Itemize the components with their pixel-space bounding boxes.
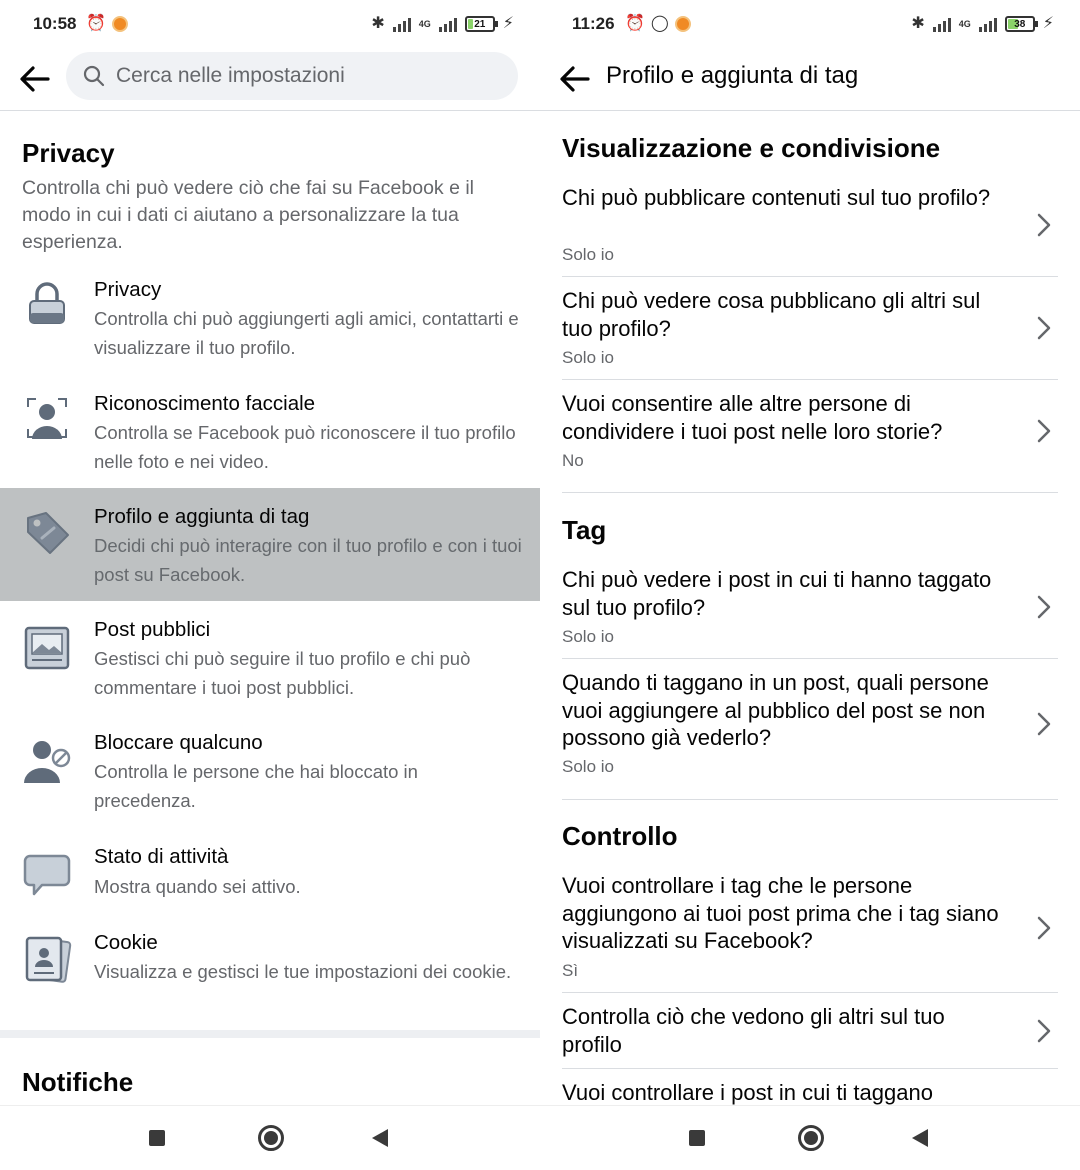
section-title-viewing: Visualizzazione e condivisione: [562, 133, 941, 163]
recent-apps-button[interactable]: [149, 1130, 165, 1146]
page-title: Profilo e aggiunta di tag: [606, 62, 859, 89]
chevron-right-icon: [1036, 1018, 1052, 1044]
signal-icon: [933, 16, 951, 32]
menu-item-face-recognition[interactable]: [0, 375, 540, 488]
chat-bubble-icon: [22, 850, 72, 900]
setting-question: Chi può vedere i post in cui ti hanno taggato sul tuo profilo?: [562, 567, 992, 620]
battery-level: 38: [1014, 18, 1026, 30]
charging-icon: ⚡: [502, 15, 514, 32]
status-time: 11:26: [572, 14, 615, 33]
search-input[interactable]: [116, 64, 496, 88]
tag-icon: [22, 508, 72, 558]
search-bar[interactable]: [66, 52, 518, 100]
menu-item-title: Privacy: [94, 278, 162, 301]
chevron-right-icon: [1036, 594, 1052, 620]
block-user-icon: [22, 736, 72, 786]
home-button[interactable]: [258, 1125, 284, 1151]
battery-level: 21: [474, 18, 486, 30]
menu-item-cookie[interactable]: [0, 914, 540, 1028]
status-time: 10:58: [33, 14, 77, 33]
setting-row[interactable]: [562, 287, 1058, 380]
network-type-label: 4G: [958, 19, 971, 29]
setting-question: Vuoi controllare i tag che le persone aggiungono ai tuoi post prima che i tag siano visualizzati su Facebook?: [562, 873, 999, 953]
setting-question: Chi può vedere cosa pubblicano gli altri sul tuo profilo?: [562, 288, 981, 341]
setting-row[interactable]: [562, 390, 1058, 493]
status-bar: [0, 0, 540, 50]
menu-item-privacy[interactable]: [0, 262, 540, 375]
menu-item-description: Controlla se Facebook può riconoscere il tuo profilo nelle foto e nei video.: [94, 422, 516, 472]
setting-row[interactable]: [562, 184, 1058, 277]
back-arrow-icon[interactable]: [18, 62, 52, 96]
setting-value: No: [562, 451, 584, 470]
page-header: [540, 50, 1080, 111]
section-title-control: Controllo: [562, 821, 678, 851]
privacy-section-title: Privacy: [22, 138, 115, 168]
battery-icon: [465, 16, 495, 32]
menu-item-description: Mostra quando sei attivo.: [94, 876, 301, 897]
battery-icon: [1005, 16, 1035, 32]
signal-icon-2: [979, 16, 997, 32]
setting-row[interactable]: [562, 566, 1058, 659]
face-recognition-icon: [22, 393, 72, 443]
setting-row[interactable]: [562, 669, 1058, 800]
android-nav-bar: [0, 1105, 540, 1170]
chevron-right-icon: [1036, 915, 1052, 941]
menu-item-activity-status[interactable]: [0, 828, 540, 914]
section-title-tag: Tag: [562, 515, 607, 545]
app-notification-icon: [675, 16, 691, 32]
menu-item-blocking[interactable]: [0, 714, 540, 828]
setting-value: Solo io: [562, 757, 614, 776]
alarm-icon: ⏰: [86, 15, 106, 32]
menu-item-title: Riconoscimento facciale: [94, 392, 316, 415]
setting-row[interactable]: [562, 1003, 1058, 1069]
public-post-icon: [22, 623, 72, 673]
battery-fill: [468, 19, 473, 29]
lock-icon: [22, 278, 72, 328]
alarm-icon: ⏰: [625, 15, 645, 32]
menu-item-description: Gestisci chi può seguire il tuo profilo e chi può commentare i tuoi post pubblici.: [94, 648, 471, 698]
setting-value: Solo io: [562, 245, 614, 264]
setting-question: Vuoi consentire alle altre persone di condividere i tuoi post nelle loro storie?: [562, 391, 943, 444]
system-back-button[interactable]: [912, 1129, 928, 1147]
setting-value: Sì: [562, 961, 579, 980]
setting-question: Controlla ciò che vedono gli altri sul tuo profilo: [562, 1004, 945, 1057]
signal-icon-2: [439, 16, 457, 32]
system-back-button[interactable]: [372, 1129, 388, 1147]
android-nav-bar: [540, 1105, 1080, 1170]
home-button[interactable]: [798, 1125, 824, 1151]
search-icon: [82, 64, 106, 88]
profile-tagging-screen: [540, 0, 1080, 1170]
menu-item-title: Cookie: [94, 931, 158, 954]
menu-item-title: Bloccare qualcuno: [94, 731, 263, 754]
menu-item-title: Profilo e aggiunta di tag: [94, 505, 310, 528]
bluetooth-icon: ✱: [911, 15, 925, 32]
charging-icon: ⚡: [1042, 15, 1054, 32]
back-arrow-icon[interactable]: [558, 62, 592, 96]
chevron-right-icon: [1036, 418, 1052, 444]
network-type-label: 4G: [418, 19, 431, 29]
notifications-section-title: Notifiche: [22, 1067, 134, 1097]
signal-icon: [393, 16, 411, 32]
setting-question: Chi può pubblicare contenuti sul tuo profilo?: [562, 185, 991, 210]
setting-question: Vuoi controllare i post in cui ti taggano: [562, 1080, 933, 1105]
cookie-badge-icon: [22, 934, 72, 984]
search-header: [0, 50, 540, 111]
menu-item-public-posts[interactable]: [0, 601, 540, 714]
setting-row[interactable]: [562, 872, 1058, 993]
privacy-section-description: Controlla chi può vedere ciò che fai su Facebook e il modo in cui i dati ci aiutano a personalizzare la tua esperienza.: [22, 177, 475, 253]
menu-item-description: Visualizza e gestisci le tue impostazioni dei cookie.: [94, 961, 512, 982]
menu-item-title: Post pubblici: [94, 618, 211, 641]
whatsapp-icon: ◯: [650, 15, 669, 32]
chevron-right-icon: [1036, 212, 1052, 238]
setting-value: Solo io: [562, 627, 614, 646]
menu-item-profile-tagging[interactable]: [0, 488, 540, 601]
section-divider: [0, 1030, 540, 1038]
recent-apps-button[interactable]: [689, 1130, 705, 1146]
menu-item-title: Stato di attività: [94, 845, 229, 868]
setting-value: Solo io: [562, 348, 614, 367]
setting-question: Quando ti taggano in un post, quali persone vuoi aggiungere al pubblico del post se non possono già vederlo?: [562, 670, 989, 750]
bluetooth-icon: ✱: [371, 15, 385, 32]
menu-item-description: Controlla chi può aggiungerti agli amici, contattarti e visualizzare il tuo profilo.: [94, 308, 519, 358]
app-notification-icon: [112, 16, 128, 32]
chevron-right-icon: [1036, 711, 1052, 737]
menu-item-description: Decidi chi può interagire con il tuo profilo e con i tuoi post su Facebook.: [94, 535, 522, 585]
menu-item-description: Controlla le persone che hai bloccato in precedenza.: [94, 761, 418, 811]
status-bar: [540, 0, 1080, 50]
chevron-right-icon: [1036, 315, 1052, 341]
